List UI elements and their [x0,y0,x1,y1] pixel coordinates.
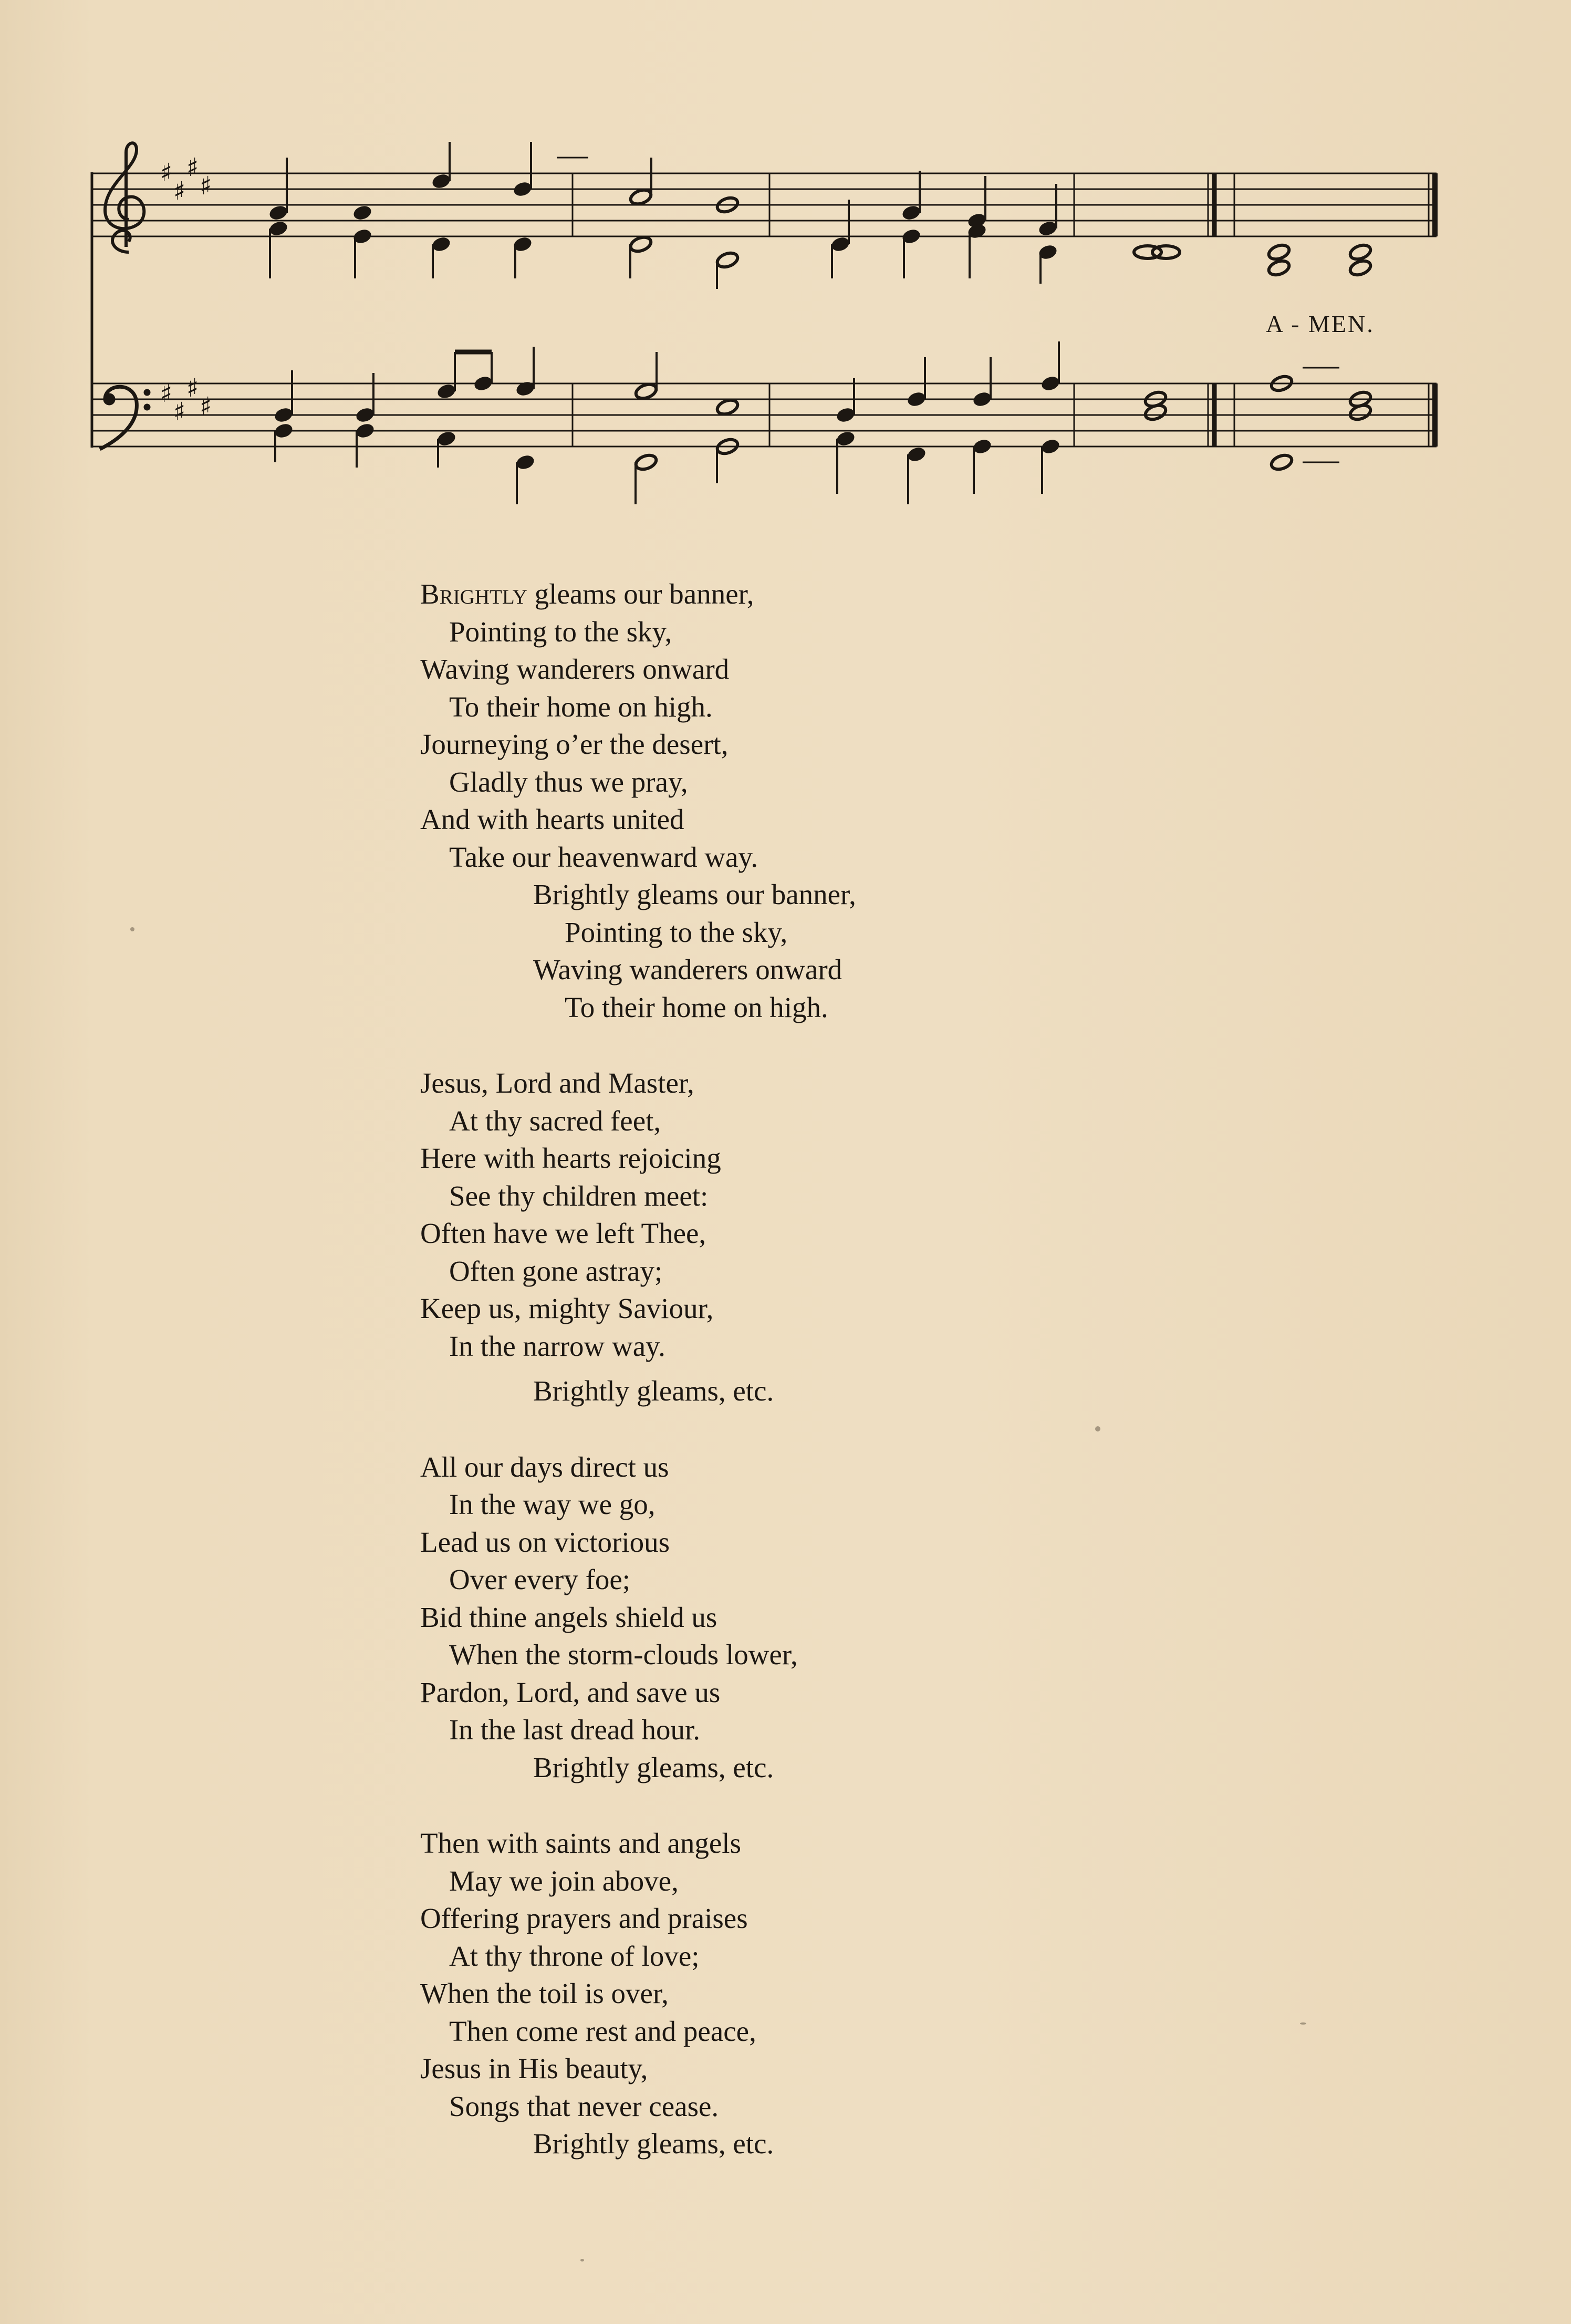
stanza-line: In the last dread hour. [449,1714,701,1746]
key-signature [160,153,212,427]
refrain-line: Brightly gleams, etc. [533,2128,774,2160]
paper-speck [1095,1426,1100,1431]
stanza-line: Offering prayers and praises [420,1902,748,1934]
stanza-line: Journeying o’er the desert, [420,728,729,760]
stanza-line: Then with saints and angels [420,1827,741,1859]
stanza-line: Brightly gleams our banner, [420,578,754,610]
stanza-4 [420,1824,1208,2163]
opening-word: Brightly [420,578,527,610]
stanza-line: Here with hearts rejoicing [420,1142,721,1174]
stanza-line: Then come rest and peace, [449,2015,756,2047]
svg-text:♯: ♯ [173,177,186,206]
svg-text:♯: ♯ [160,379,173,408]
refrain-line: Brightly gleams, etc. [533,1375,774,1407]
refrain-line: Pointing to the sky, [565,916,788,948]
stanza-line: Often gone astray; [449,1254,663,1287]
treble-half-notes [629,188,1372,277]
svg-text:♯: ♯ [186,374,199,403]
stanza-line: Over every foe; [449,1563,631,1595]
stanza-1 [420,575,1208,1026]
stanza-line: At thy sacred feet, [449,1104,661,1137]
stanza-line: When the toil is over, [420,1977,669,2009]
score-engraving [84,126,1450,525]
stanza-line: Gladly thus we pray, [449,765,688,798]
bass-notes [273,375,1061,471]
stanza-line: Bid thine angels shield us [420,1601,717,1633]
treble-stems [270,142,1056,289]
stanza-line: Jesus, Lord and Master, [420,1067,694,1099]
stanza-line: Pointing to the sky, [449,615,672,648]
refrain-line: To their home on high. [565,991,828,1023]
stanza-line: Keep us, mighty Saviour, [420,1292,714,1324]
refrain-line: Brightly gleams, etc. [533,1751,774,1783]
stanza-line: In the narrow way. [449,1330,665,1362]
bass-half-notes [634,374,1372,472]
stanza-line: At thy throne of love; [449,1939,700,1972]
stanza-2 [420,1064,1208,1410]
svg-text:♯: ♯ [200,171,212,201]
treble-notes [268,172,1058,261]
stanza-line: May we join above, [449,1864,679,1897]
music-score [84,126,1450,525]
stanza-line: Jesus in His beauty, [420,2052,648,2084]
paper-speck [580,2259,584,2261]
paper-speck [1300,2022,1306,2025]
stanza-line: Often have we left Thee, [420,1217,706,1249]
stanza-line: Songs that never cease. [449,2090,719,2122]
svg-text:♯: ♯ [160,158,173,188]
refrain-line: Waving wanderers onward [533,953,842,985]
stanza-line: To their home on high. [449,690,713,723]
stanza-line: All our days direct us [420,1450,669,1483]
stanza-line: Lead us on victorious [420,1526,670,1558]
stanza-line: And with hearts united [420,803,684,835]
stanza-3 [420,1448,1208,1787]
stanza-line: Waving wanderers onward [420,653,730,685]
stanza-line: See thy children meet: [449,1179,709,1212]
stanza-line: Pardon, Lord, and save us [420,1676,721,1708]
stanza-line: Take our heavenward way. [449,841,758,873]
stanza-line: When the storm-clouds lower, [449,1638,798,1671]
svg-text:♯: ♯ [186,153,199,182]
svg-text:♯: ♯ [173,397,186,427]
refrain-line: Brightly gleams our banner, [533,878,856,910]
paper-speck [130,927,134,931]
bass-stems [275,341,1059,504]
hymn-text [420,575,1208,2163]
stanza-line: In the way we go, [449,1488,656,1520]
amen-lyric: A - MEN. [1266,310,1375,337]
svg-text:♯: ♯ [200,392,212,421]
